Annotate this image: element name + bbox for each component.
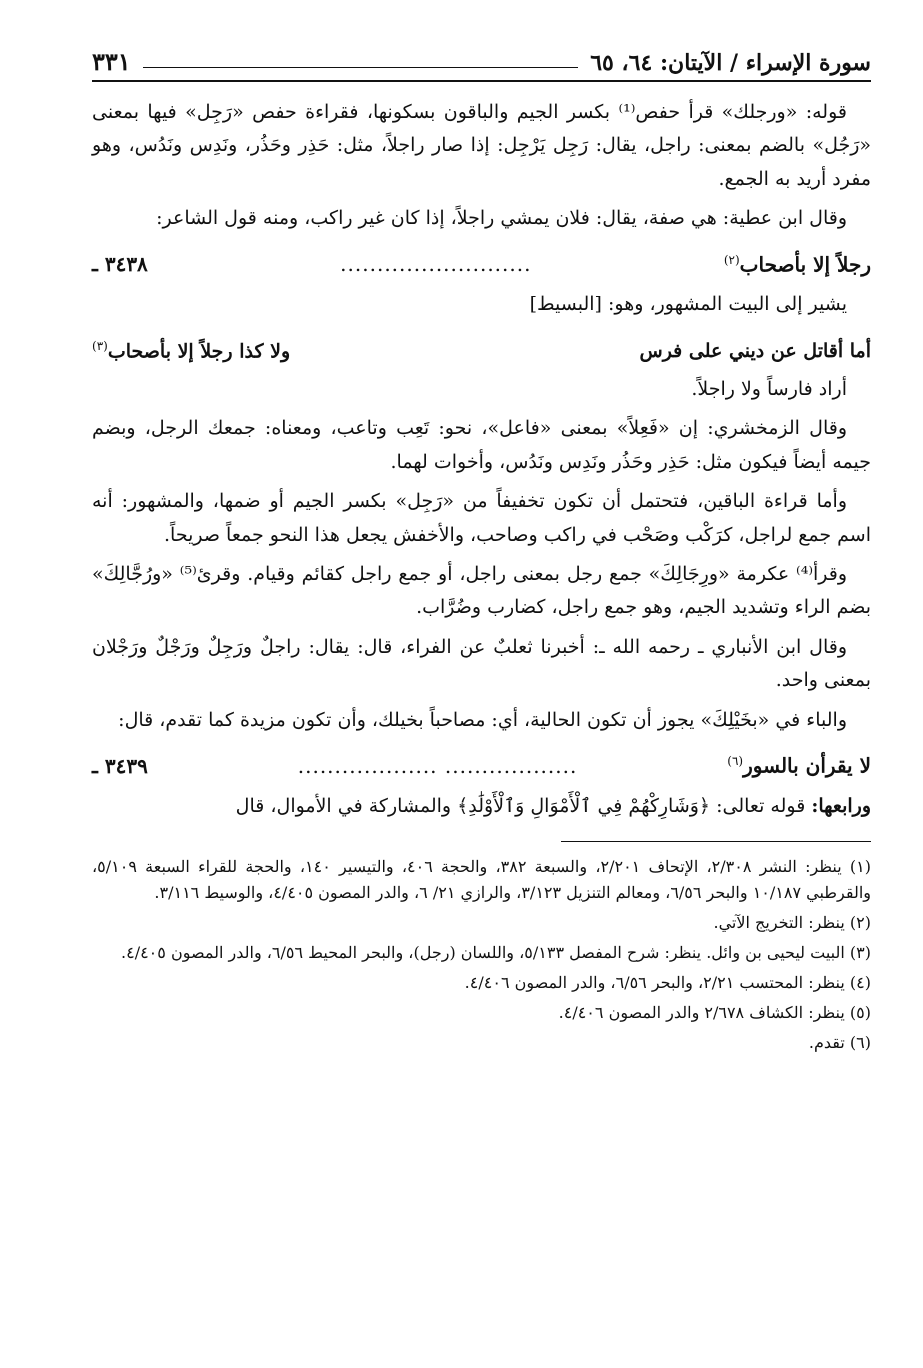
paragraph-8: وقال ابن الأنباري ـ رحمه الله ـ: أخبرنا ثعلبٌ عن الفراء، قال: يقال: راجلٌ ورَجِلٌ ورَجْلٌ ورَجْلان بمعنى واحد. [92, 635, 871, 692]
main-text [92, 96, 871, 823]
paragraph-4: أراد فارساً ولا راجلاً. [691, 378, 847, 401]
footnote-6: (٦) تقدم. [808, 1033, 871, 1053]
verse-hemistich-2-group [92, 328, 290, 369]
paragraph-7: وقرأ⁽⁴⁾ عكرمة «ورِجَالِكَ» جمع رجل بمعنى راجل، أو جمع راجل كقائم وقيام. وقرئ⁽⁵⁾ «ورُجَّالِكَ» بضم الراء وتشديد الجيم، وهو جمع راجل، كضارب وضُرَّاب. [92, 563, 871, 619]
verse-full-footnote-ref: (٣) [92, 338, 108, 353]
paragraph-6: وأما قراءة الباقين، فتحتمل أن تكون تخفيفاً من «رَجِل» بكسر الجيم أو ضمها، والمشهور: أنه اسم جمع لراجل، كرَكْب وصَحْب في راكب وصاحب، والأخفش يجعل هذا النحو جمعاً صريحاً. [92, 490, 871, 546]
page-number: ٣٣١ [92, 47, 131, 76]
verse-3438 [92, 242, 871, 283]
paragraph-10-rest: قوله تعالى: ﴿وَشَارِكْهُمْ فِي ٱلْأَمْوَالِ وَٱلْأَوْلَٰدِ﴾ والمشاركة في الأموال، قال [235, 794, 806, 817]
verse-3439 [92, 743, 871, 784]
verse-hemistich-1: أما أقاتل عن ديني على فرس [639, 340, 871, 363]
paragraph-9: والباء في «بخَيْلِكَ» يجوز أن تكون الحالية، أي: مصاحباً بخيلك، وأن تكون مزيدة كما تقدم، قال: [118, 708, 847, 731]
verse-3438-dots: .......................... [340, 252, 532, 277]
paragraph-3: يشير إلى البيت المشهور، وهو: [البسيط] [529, 293, 847, 316]
verse-3438-footnote-ref: (٢) [723, 252, 740, 267]
verse-3438-number: ٣٤٣٨ ـ [92, 252, 148, 277]
verse-3438-text-group [724, 242, 871, 283]
paragraph-2: وقال ابن عطية: هي صفة، يقال: فلان يمشي راجلاً، إذا كان غير راكب، ومنه قول الشاعر: [156, 207, 847, 230]
verse-3438-text: رجلاً إلا بأصحاب [739, 252, 871, 277]
footnote-4: (٤) ينظر: المحتسب ٢/٢١، والبحر ٦/٥٦، والدر المصون ٤/٤٠٦. [464, 973, 871, 993]
verse-3439-text: لا يقرأن بالسور [743, 753, 871, 778]
verse-3439-text-group [727, 743, 871, 784]
verse-3439-dots: .................. ................... [297, 753, 578, 778]
paragraph-10-lead: ورابعها: [811, 794, 871, 817]
footnotes [92, 854, 871, 1056]
footnote-separator [561, 841, 871, 842]
page-header [92, 30, 871, 82]
verse-full [92, 328, 871, 369]
footnote-2: (٢) ينظر: التخريج الآتي. [713, 913, 871, 933]
verse-3439-number: ٣٤٣٩ ـ [92, 753, 148, 778]
verse-hemistich-2: ولا كذا رجلاً إلا بأصحاب [107, 340, 291, 363]
paragraph-5: وقال الزمخشري: إن «فَعِلاً» بمعنى «فاعل»، نحو: تَعِب وتاعب، ومعناه: جمعك الرجل، وبضم جيمه أيضاً فيكون مثل: حَذِر وحَذُر ونَدِس ونَدُس، وأخوات لهما. [92, 417, 871, 473]
header-rule [143, 67, 579, 68]
page-title: سورة الإسراء / الآيتان: ٦٤، ٦٥ [590, 50, 871, 76]
footnote-5: (٥) ينظر: الكشاف ٢/٦٧٨ والدر المصون ٤/٤٠٦. [558, 1003, 871, 1023]
paragraph-10 [92, 790, 871, 823]
footnote-1: (١) ينظر: النشر ٢/٣٠٨، الإتحاف ٢/٢٠١، والسبعة ٣٨٢، والحجة ٤٠٦، والتيسير ١٤٠، والحجة للقراء السبعة ٥/١٠٩، والقرطبي ١٠/١٨٧ والبحر ٦/٥٦، ومعالم التنزيل ٣/١٢٣، والرازي ٢١/ ٦، والدر المصون ٤/٤٠٥، والوسيط ٣/١١٦. [92, 857, 872, 903]
footnote-3: (٣) البيت ليحيى بن وائل. ينظر: شرح المفصل ٥/١٣٣، واللسان (رجل)، والبحر المحيط ٦/٥٦، والدر المصون ٤/٤٠٥. [121, 943, 871, 963]
verse-3439-footnote-ref: (٦) [727, 754, 744, 769]
paragraph-1: قوله: «ورجلك» قرأ حفص⁽¹⁾ بكسر الجيم والباقون بسكونها، فقراءة حفص «رَجِل» فيها بمعنى «رَجُل» بالضم بمعنى: راجل، يقال: رَجِل يَرْجِل: إذا صار راجلاً، مثل: حَذِر وحَذُر، ونَدِس ونَدُس، وهو مفرد أريد به الجمع. [92, 101, 871, 190]
